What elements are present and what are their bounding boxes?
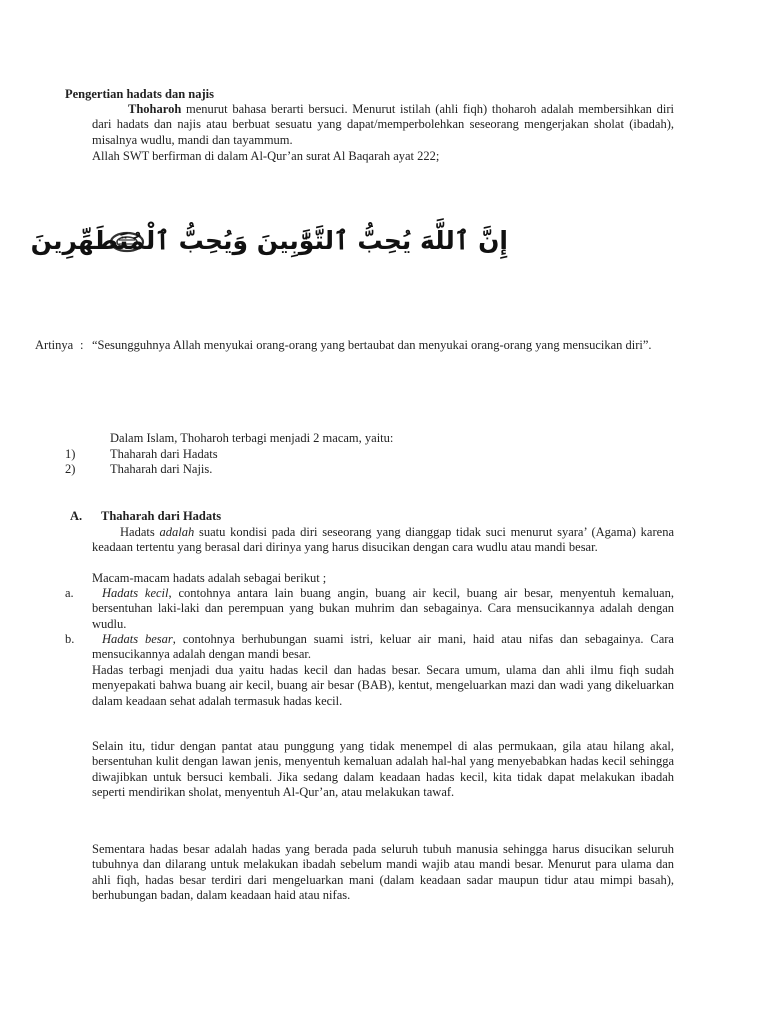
division-item-number: 2) [65, 462, 76, 476]
quote-intro-line: Allah SWT berfirman di dalam Al-Qur’an surat Al Baqarah ayat 222; [92, 149, 440, 163]
term-hadats-besar: Hadats besar [102, 632, 173, 646]
division-item-text: Thaharah dari Najis. [110, 462, 213, 476]
type-label: b. [65, 632, 75, 646]
quran-verse-image [30, 218, 508, 266]
term-hadats: Hadats [120, 525, 155, 539]
document-title: Pengertian hadats dan najis [65, 87, 214, 101]
term-hadats-kecil: Hadats kecil [102, 586, 169, 600]
term-thoharoh: Thoharoh [128, 102, 182, 116]
division-intro: Dalam Islam, Thoharoh terbagi menjadi 2 macam, yaitu: [110, 431, 394, 445]
type-description: , contohnya berhubungan suami istri, keluar air mani, haid atau nifas dan sebagainya. Cara mensucikannya adalah dengan mandi besar. [92, 632, 674, 662]
artinya-colon: : [80, 338, 84, 352]
intro-paragraph [92, 102, 674, 148]
artinya-label: Artinya [35, 338, 74, 352]
hadats-definition [92, 525, 674, 556]
type-hadats-kecil [92, 586, 674, 632]
term-adalah: adalah [159, 525, 195, 539]
paragraph-sementara: Sementara hadas besar adalah hadas yang berada pada seluruh tubuh manusia sehingga harus disucikan seluruh tubuhnya dan dilarang untuk melakukan ibadah sebelum mandi wajib atau mandi besar. Menurut para ulama dan ahli fiqh, hadas besar terdiri dari mengeluarkan mani (dalam keadaan sadar maupun tidur atau mimpi basah), berhubungan badan, dalam keadaan haid atau nifas. [92, 842, 674, 903]
division-item-text: Thaharah dari Hadats [110, 447, 218, 461]
arabic-verse-text: إِنَّ ٱللَّهَ يُحِبُّ ٱلتَّوَّٰبِينَ وَيُحِبُّ ٱلْمُتَطَهِّرِينَ [30, 226, 508, 255]
section-a-heading: Thaharah dari Hadats [101, 509, 222, 523]
type-description: , contohnya antara lain buang angin, buang air kecil, buang air besar, menyentuh kemaluan, bersentuhan laki-laki dan perempuan yang bukan muhrim dan sebagainya. Cara mensucikannya adalah dengan wudlu. [92, 586, 674, 631]
division-item-number: 1) [65, 447, 76, 461]
type-hadats-besar [92, 632, 674, 663]
section-a-letter: A. [70, 509, 83, 523]
types-intro: Macam-macam hadats adalah sebagai berikut ; [92, 571, 327, 585]
intro-definition: menurut bahasa berarti bersuci. Menurut istilah (ahli fiqh) thoharoh adalah membersihkan diri dari hadats dan najis atau berbuat sesuatu yang dapat/memperbolehkan seseorang mengerjakan sholat (ibadah), misalnya wudlu, mandi dan tayammum. [92, 102, 674, 147]
paragraph-selain-itu: Selain itu, tidur dengan pantat atau punggung yang tidak menempel di alas permukaan, gila atau hilang akal, bersentuhan kulit dengan lawan jenis, menyentuh kemaluan adalah hal-hal yang menyebabkan hadas kecil sehingga diwajibkan untuk bersuci kembali. Jika sedang dalam keadaan hadas kecil, kita tidak dapat melakukan ibadah seperti mendirikan sholat, menyentuh Al-Qur’an, atau melakukan tawaf. [92, 739, 674, 800]
artinya-text: “Sesungguhnya Allah menyukai orang-orang yang bertaubat dan menyukai orang-orang yang mensucikan diri”. [92, 338, 652, 352]
paragraph-hadas: Hadas terbagi menjadi dua yaitu hadas kecil dan hadas besar. Secara umum, ulama dan ahli ilmu fiqh sudah menyepakati bahwa buang air kecil, buang air besar (BAB), kentut, mengeluarkan mazi dan wadi yang dikeluarkan dalam keadaan sehat adalah termasuk hadas kecil. [92, 663, 674, 708]
hadats-definition-rest: suatu kondisi pada diri seseorang yang dianggap tidak suci menurut syara’ (Agama) karena keadaan tertentu yang berasal dari dirinya yang harus disucikan dengan cara wudlu atau mandi besar. [92, 525, 674, 555]
type-label: a. [65, 586, 74, 600]
